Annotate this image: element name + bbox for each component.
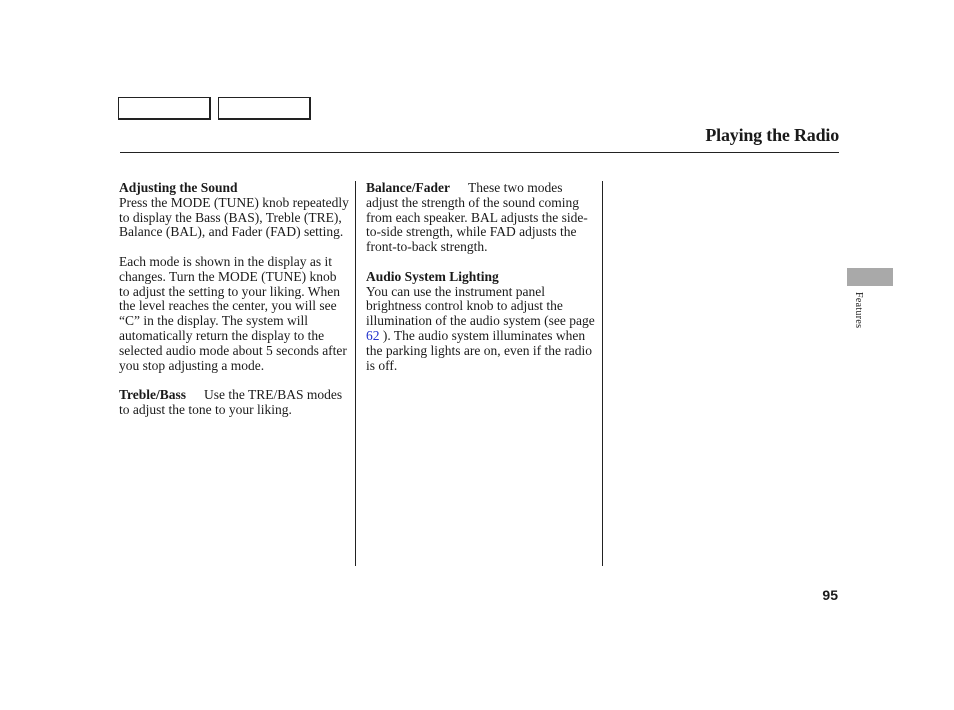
audio-lighting-heading: Audio System Lighting bbox=[366, 268, 499, 284]
page-62-link[interactable]: 62 bbox=[366, 327, 380, 343]
audio-lighting-text-after: ). The audio system illuminates when the parking lights are on, even if the radio is off. bbox=[366, 327, 593, 373]
page-title: Playing the Radio bbox=[705, 125, 839, 145]
balance-fader-paragraph bbox=[366, 181, 598, 255]
page-number: 95 bbox=[822, 587, 838, 603]
column-middle bbox=[366, 181, 598, 388]
nav-button-right[interactable] bbox=[218, 97, 311, 120]
title-rule bbox=[120, 152, 839, 153]
nav-button-left[interactable] bbox=[118, 97, 211, 120]
mode-description-text: Each mode is shown in the display as it changes. Turn the MODE (TUNE) knob to adjust the setting to your liking. When the level reaches the center, you will see “C” in the display. The system will automatically return the display to the selected audio mode about 5 seconds after you stop adjusting a mode. bbox=[119, 253, 347, 373]
adjusting-sound-text: Press the MODE (TUNE) knob repeatedly to display the Bass (BAS), Treble (TRE), Balance (BAL), and Fader (FAD) setting. bbox=[119, 194, 349, 240]
balance-fader-text: These two modes adjust the strength of the sound coming from each speaker. BAL adjusts the side-to-side strength, while FAD adjusts the front-to-back strength. bbox=[366, 180, 588, 255]
treble-bass-text: Use the TRE/BAS modes to adjust the tone to your liking. bbox=[119, 387, 343, 417]
audio-lighting-paragraph bbox=[366, 285, 598, 374]
balance-fader-heading: Balance/Fader bbox=[366, 180, 450, 195]
section-tab[interactable] bbox=[847, 268, 893, 286]
treble-bass-paragraph bbox=[119, 388, 349, 418]
column-divider bbox=[602, 181, 603, 566]
column-divider bbox=[355, 181, 356, 566]
treble-bass-heading: Treble/Bass bbox=[119, 387, 187, 403]
section-tab-label: Features bbox=[853, 292, 864, 329]
adjusting-sound-heading: Adjusting the Sound bbox=[119, 180, 238, 195]
audio-lighting-text-before: You can use the instrument panel brightness control knob to adjust the illumination of the audio system (see page bbox=[366, 283, 595, 329]
column-left bbox=[119, 181, 349, 433]
